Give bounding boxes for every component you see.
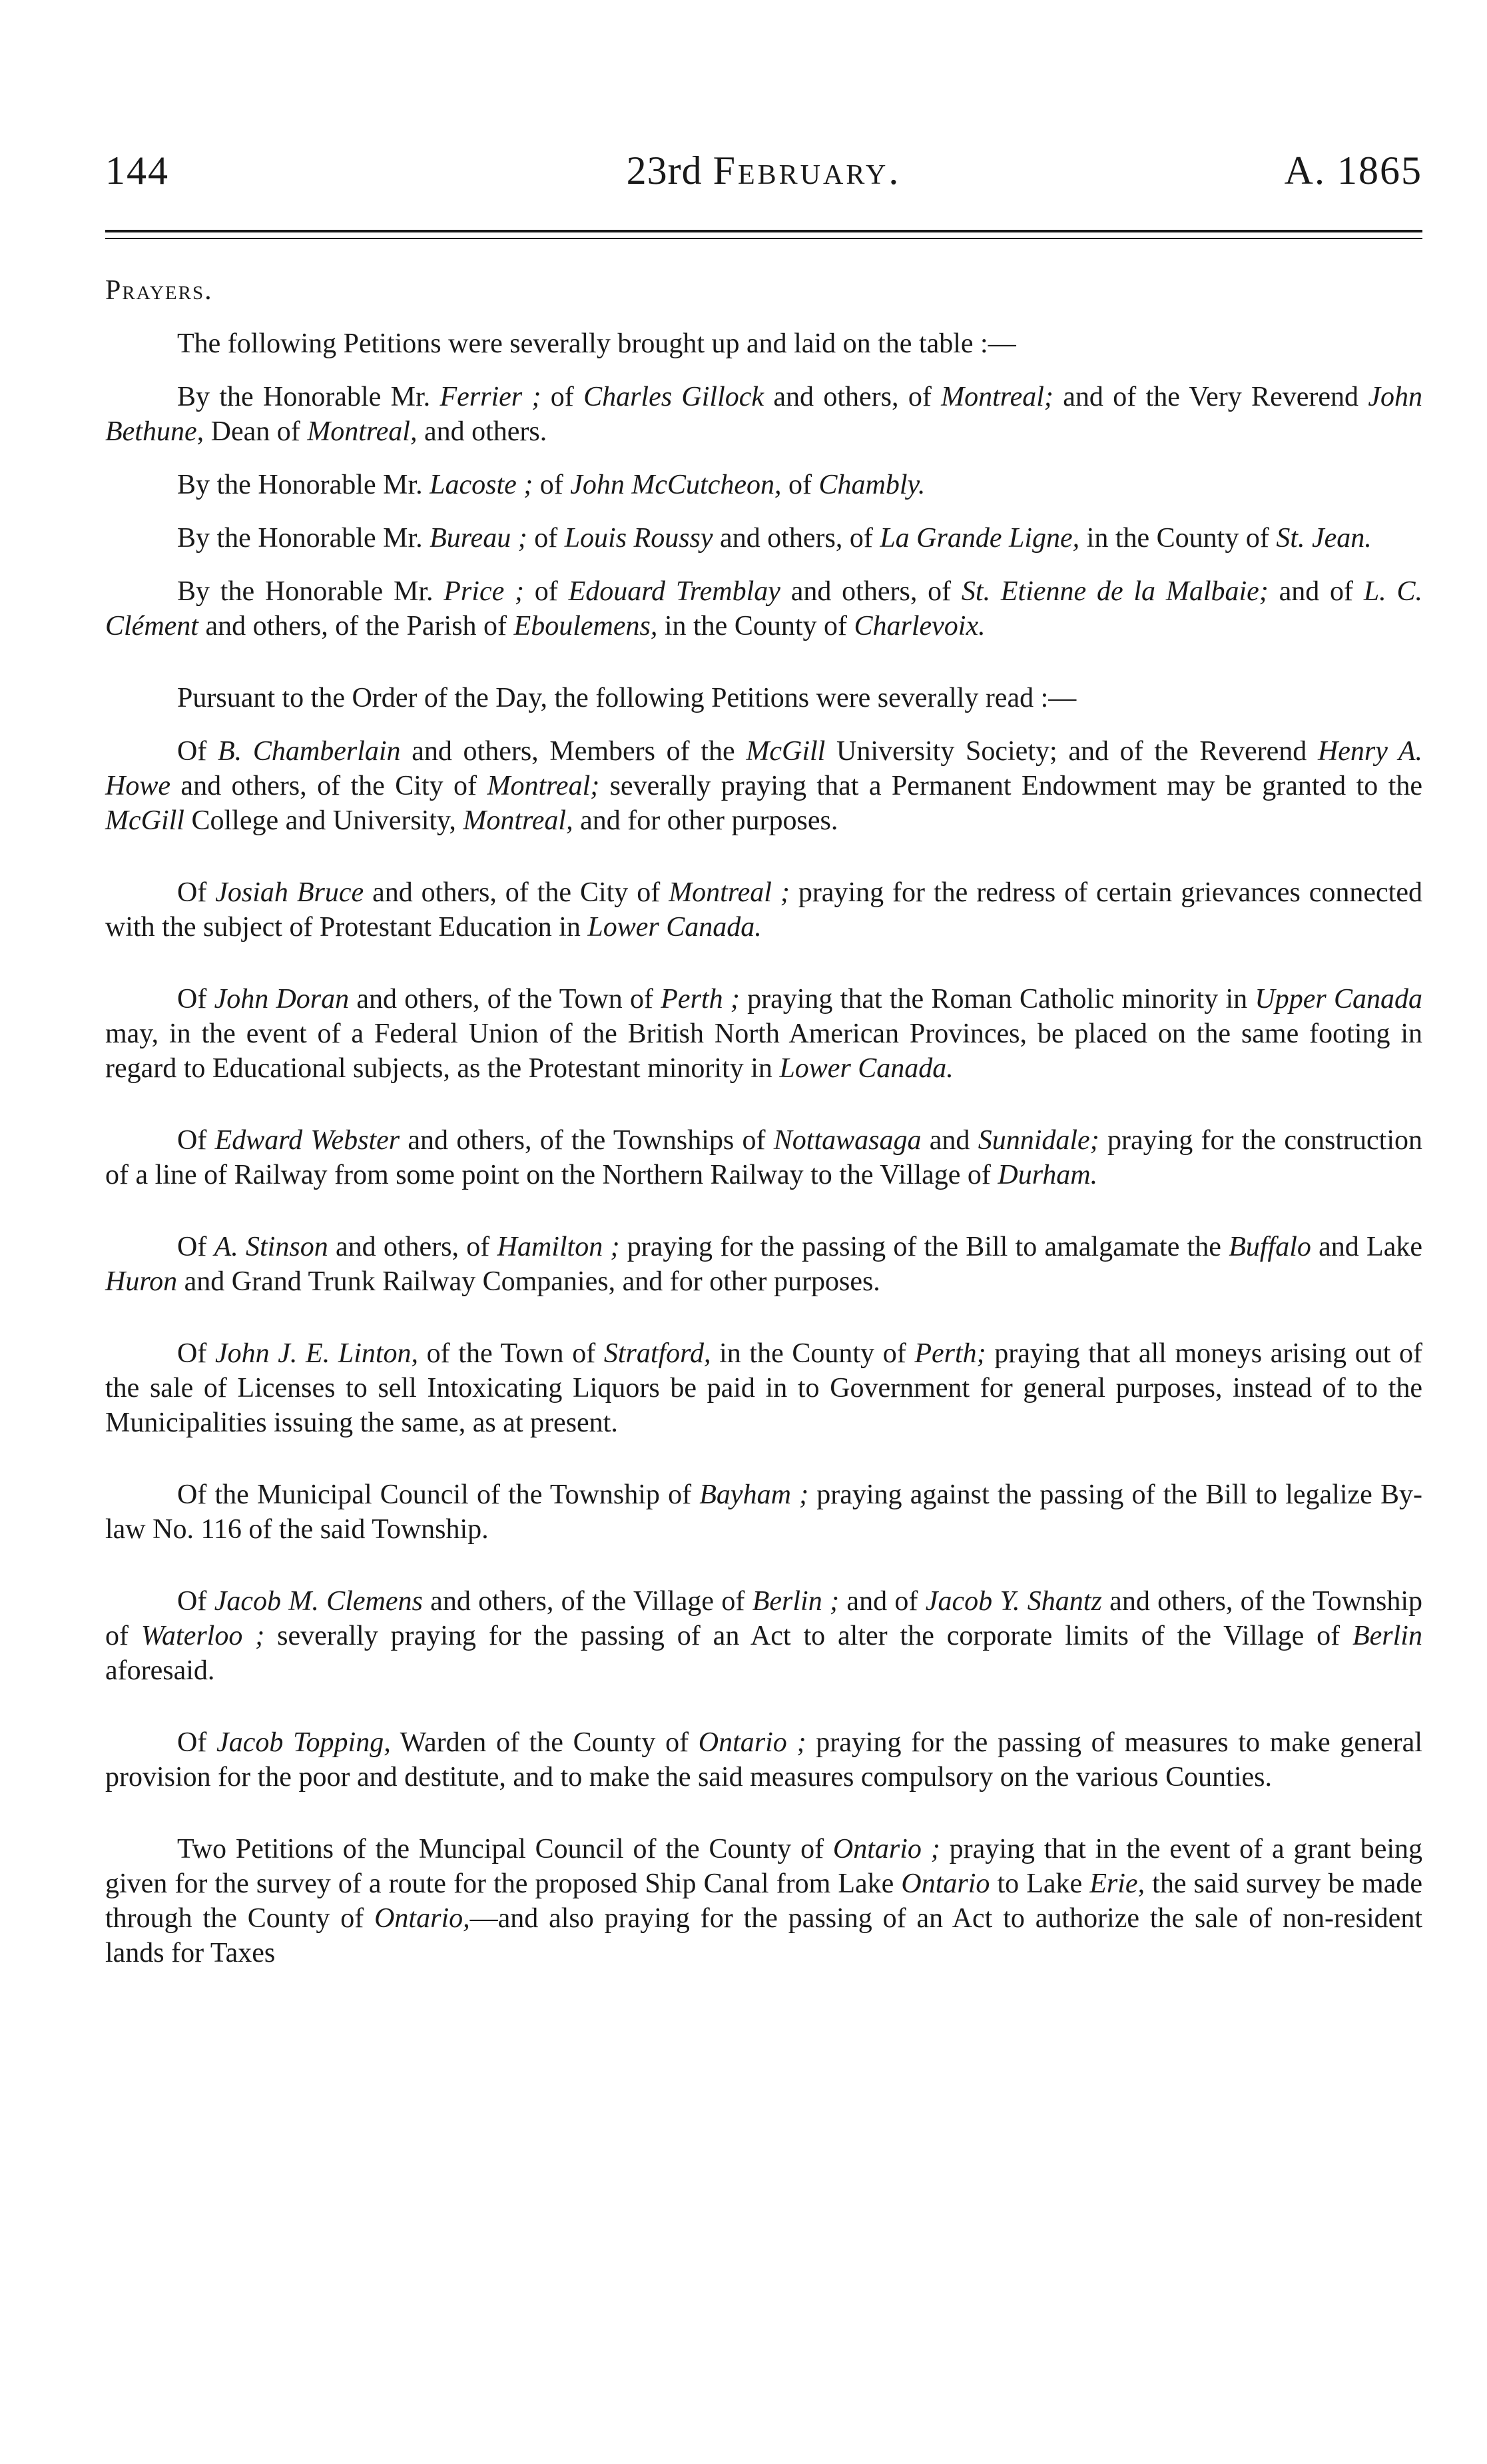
date-day: 23rd xyxy=(626,149,703,193)
paragraph xyxy=(105,875,1422,945)
text: Dean of xyxy=(204,416,308,447)
paragraph xyxy=(105,1336,1422,1440)
header-rule-thick xyxy=(105,230,1422,232)
text: and others, of xyxy=(780,576,962,607)
text: praying that the Roman Catholic minority in xyxy=(739,984,1255,1015)
italic-text: Ontario ; xyxy=(832,1834,940,1864)
text: and others, of the Townships of xyxy=(400,1125,774,1156)
text: and Lake xyxy=(1311,1232,1422,1262)
paragraph xyxy=(105,734,1422,838)
text: to Lake xyxy=(990,1868,1090,1899)
text: and others, of xyxy=(713,523,880,554)
italic-text: Charles Gillock xyxy=(583,382,764,412)
text: and of xyxy=(1268,576,1364,607)
section-heading xyxy=(105,273,1422,308)
text: College and University, xyxy=(184,805,463,836)
text: of xyxy=(781,470,819,500)
italic-text: Josiah Bruce xyxy=(215,877,364,908)
italic-text: Lower Canada. xyxy=(779,1053,954,1084)
text: and of the Very Reverend xyxy=(1053,382,1368,412)
text: —and also praying for the passing of an Act to authorize the sale of non-resident lands for Taxes xyxy=(105,1903,1422,1968)
text: Of xyxy=(177,1727,217,1758)
paragraph xyxy=(105,1123,1422,1192)
italic-text: John Doran xyxy=(214,984,350,1015)
text: Of xyxy=(177,877,216,908)
italic-text: Waterloo ; xyxy=(141,1621,265,1651)
paragraph xyxy=(105,574,1422,643)
page-year: A. 1865 xyxy=(1284,149,1422,193)
text: and others, of the City of xyxy=(364,877,669,908)
page-number: 144 xyxy=(105,149,169,193)
italic-text: Buffalo xyxy=(1229,1232,1311,1262)
italic-text: Lacoste ; xyxy=(430,470,533,500)
italic-text: McGill xyxy=(746,736,826,767)
text: and others, of xyxy=(764,382,942,412)
text: Two Petitions of the Muncipal Council of the County of xyxy=(177,1834,833,1864)
section-heading-text: Prayers. xyxy=(105,275,213,306)
paragraph xyxy=(105,1230,1422,1299)
paragraph xyxy=(105,326,1422,361)
text: By the Honorable Mr. xyxy=(177,470,430,500)
paragraph xyxy=(105,380,1422,449)
journal-body xyxy=(105,273,1422,1989)
text: and others, of xyxy=(328,1232,497,1262)
paragraph xyxy=(105,681,1422,715)
italic-text: Montreal; xyxy=(487,771,600,801)
italic-text: Stratford, xyxy=(603,1338,711,1369)
italic-text: Erie, xyxy=(1089,1868,1145,1899)
text: Warden of the County of xyxy=(390,1727,699,1758)
text: and others. xyxy=(417,416,547,447)
italic-text: La Grande Ligne, xyxy=(880,523,1080,554)
text: praying that all moneys arising out of the sale of Licenses to sell Intoxicating Liquors be paid in to Government for general purposes, instead of to the Municipalities issuing the same, as at present. xyxy=(105,1338,1422,1438)
text: and xyxy=(921,1125,978,1156)
italic-text: Ferrier ; xyxy=(440,382,541,412)
italic-text: John Bethune, xyxy=(105,382,1422,447)
text: Of xyxy=(177,1586,214,1617)
italic-text: John J. E. Linton, xyxy=(214,1338,419,1369)
text: The following Petitions were severally brought up and laid on the table :— xyxy=(177,328,1016,359)
text: in the County of xyxy=(711,1338,915,1369)
italic-text: Hamilton ; xyxy=(497,1232,620,1262)
text: Of xyxy=(177,1232,214,1262)
italic-text: Montreal, xyxy=(307,416,418,447)
text: the said survey be made through the County of xyxy=(105,1868,1422,1934)
italic-text: Louis Roussy xyxy=(564,523,713,554)
paragraph xyxy=(105,1584,1422,1688)
italic-text: Jacob M. Clemens xyxy=(214,1586,423,1617)
text: of xyxy=(524,576,569,607)
text: and others, of the City of xyxy=(170,771,487,801)
italic-text: St. Jean. xyxy=(1276,523,1372,554)
text: in the County of xyxy=(1079,523,1277,554)
paragraph xyxy=(105,521,1422,556)
date-month: February. xyxy=(713,149,902,193)
italic-text: Charlevoix. xyxy=(854,611,986,641)
text: praying for the redress of certain grievances connected with the subject of Protestant Education in xyxy=(105,877,1422,943)
text: in the County of xyxy=(657,611,854,641)
italic-text: L. C. Clément xyxy=(105,576,1422,641)
text: and of xyxy=(839,1586,926,1617)
italic-text: Montreal, xyxy=(463,805,573,836)
text: of xyxy=(541,382,584,412)
text: and Grand Trunk Railway Companies, and for other purposes. xyxy=(177,1266,880,1297)
italic-text: Huron xyxy=(105,1266,178,1297)
italic-text: Durham. xyxy=(998,1160,1098,1190)
text: Of xyxy=(177,984,214,1015)
text: By the Honorable Mr. xyxy=(177,576,444,607)
italic-text: Jacob Topping, xyxy=(216,1727,391,1758)
italic-text: Montreal; xyxy=(941,382,1053,412)
petition-list xyxy=(105,326,1422,1970)
text: severally praying for the passing of an Act to alter the corporate limits of the Village of xyxy=(264,1621,1352,1651)
text: praying against the passing of the Bill to legalize By-law No. 116 of the said Township. xyxy=(105,1479,1422,1545)
paragraph xyxy=(105,468,1422,502)
text: Pursuant to the Order of the Day, the following Petitions were severally read :— xyxy=(177,683,1077,713)
italic-text: Ontario, xyxy=(374,1903,470,1934)
text: Of xyxy=(177,1125,215,1156)
italic-text: John McCutcheon, xyxy=(570,470,782,500)
italic-text: Sunnidale; xyxy=(978,1125,1099,1156)
italic-text: Berlin xyxy=(1352,1621,1422,1651)
italic-text: Price ; xyxy=(444,576,525,607)
paragraph xyxy=(105,1477,1422,1547)
page-date xyxy=(105,148,1422,194)
text: and others, of the Township of xyxy=(105,1586,1423,1651)
text: praying that in the event of a grant being given for the survey of a route for the proposed Ship Canal from Lake xyxy=(105,1834,1423,1899)
text: praying for the construction of a line of Railway from some point on the Northern Railway to the Village of xyxy=(105,1125,1422,1190)
text: Of the Municipal Council of the Township of xyxy=(177,1479,700,1510)
text: of xyxy=(533,470,571,500)
italic-text: Bayham ; xyxy=(699,1479,809,1510)
text: aforesaid. xyxy=(105,1655,215,1686)
italic-text: Montreal ; xyxy=(669,877,790,908)
italic-text: Lower Canada. xyxy=(587,912,762,943)
text: and for other purposes. xyxy=(573,805,838,836)
italic-text: Perth ; xyxy=(661,984,740,1015)
text: Of xyxy=(177,1338,215,1369)
italic-text: Jacob Y. Shantz xyxy=(925,1586,1102,1617)
paragraph xyxy=(105,1725,1422,1795)
italic-text: A. Stinson xyxy=(214,1232,328,1262)
text: praying for the passing of measures to make general provision for the poor and destitute, and to make the said measures compulsory on the various Counties. xyxy=(105,1727,1422,1793)
text: Of xyxy=(177,736,218,767)
text: of xyxy=(527,523,565,554)
text: By the Honorable Mr. xyxy=(177,523,430,554)
italic-text: Edouard Tremblay xyxy=(568,576,780,607)
italic-text: Chambly. xyxy=(818,470,926,500)
page-header xyxy=(105,133,1422,206)
text: and others, of the Town of xyxy=(349,984,661,1015)
text: and others, of the Parish of xyxy=(198,611,514,641)
italic-text: Berlin ; xyxy=(752,1586,840,1617)
paragraph xyxy=(105,1832,1422,1970)
text: praying for the passing of the Bill to amalgamate the xyxy=(619,1232,1229,1262)
italic-text: Upper Canada xyxy=(1255,984,1422,1015)
italic-text: Perth; xyxy=(914,1338,986,1369)
italic-text: Nottawasaga xyxy=(773,1125,922,1156)
text: severally praying that a Permanent Endowment may be granted to the xyxy=(599,771,1422,801)
text: may, in the event of a Federal Union of the British North American Provinces, be placed on the same footing in regard to Educational subjects, as the Protestant minority in xyxy=(105,1019,1422,1084)
text: By the Honorable Mr. xyxy=(177,382,440,412)
italic-text: B. Chamberlain xyxy=(218,736,401,767)
italic-text: McGill xyxy=(105,805,184,836)
italic-text: Bureau ; xyxy=(430,523,527,554)
text: and others, Members of the xyxy=(400,736,746,767)
italic-text: Edward Webster xyxy=(214,1125,400,1156)
paragraph xyxy=(105,982,1422,1086)
italic-text: Ontario xyxy=(901,1868,990,1899)
italic-text: St. Etienne de la Malbaie; xyxy=(961,576,1269,607)
text: University Society; and of the Reverend xyxy=(825,736,1318,767)
header-rule-thin xyxy=(105,238,1422,239)
italic-text: Henry A. Howe xyxy=(105,736,1422,801)
italic-text: Eboulemens, xyxy=(513,611,658,641)
text: of the Town of xyxy=(418,1338,604,1369)
text: and others, of the Village of xyxy=(422,1586,752,1617)
italic-text: Ontario ; xyxy=(698,1727,806,1758)
